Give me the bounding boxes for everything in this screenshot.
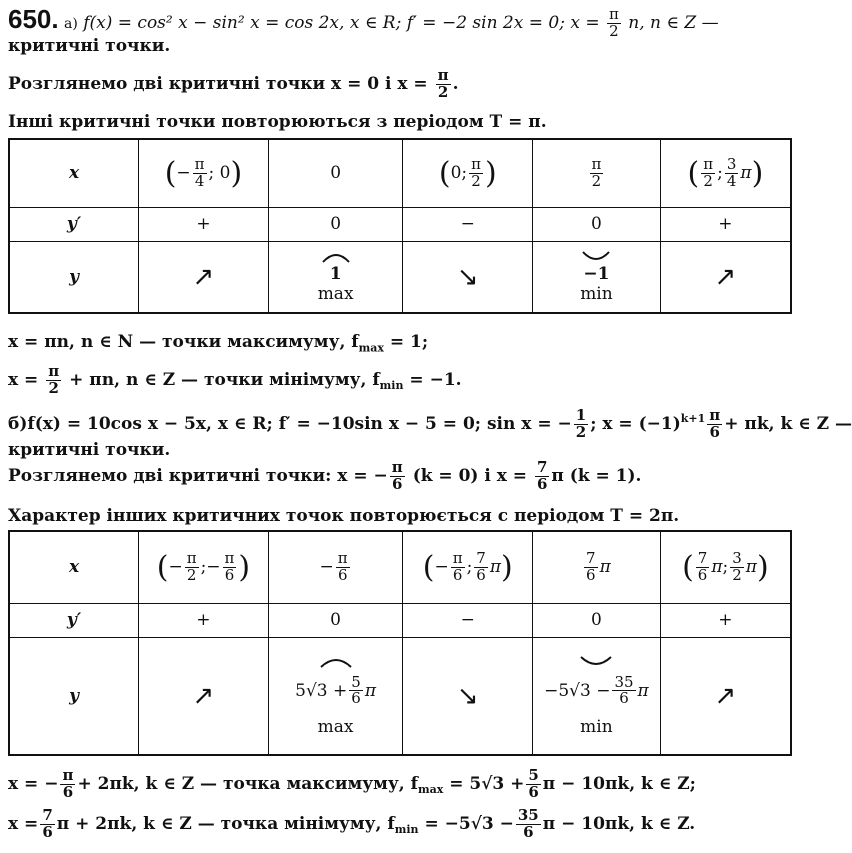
table-b-x-point-2: $\frac{7}{6}$ π	[533, 531, 661, 603]
problem-a-line1	[8, 4, 719, 40]
part-a-max: x = πn, n ∈ N — точки максимуму, $f_{max} = 1$;	[8, 332, 429, 355]
table-b-dy-header: y′	[9, 603, 139, 637]
table-b-x-interval-2: (− $\frac{\pi}{6}$ ; $\frac{7}{6}$ π)	[403, 531, 533, 603]
table-b-y-increase-2	[660, 637, 791, 755]
table-b-x-header: x	[9, 531, 139, 603]
table-b-y-header: y	[9, 637, 139, 755]
table-a-sign-3: −	[403, 207, 533, 241]
table-a-x-point-0: 0	[268, 139, 403, 207]
part-a-min: x = $\frac{\pi}{2}$ + πn, n ∈ Z — точки мінімуму, $f_{min} = -1$.	[8, 362, 462, 397]
table-b-sign-3: −	[403, 603, 533, 637]
table-b-y-increase-1	[139, 637, 269, 755]
table-a-dy-header: y′	[9, 207, 139, 241]
min-arc-icon	[581, 250, 611, 264]
increase-arrow-icon: ↗	[714, 261, 737, 292]
table-a-y-min: −1 min	[533, 241, 661, 313]
part-b-min: x = $\frac{7}{6}$ π + 2πk, k ∈ Z — точка мінімуму, $f_{min} = -5√3$ − $\frac{35}{6}$ π − 10πk, k ∈ Z.	[8, 806, 696, 841]
part-a-consider: Розглянемо дві критичні точки x = 0 і x = $\frac{\pi}{2}$ .	[8, 66, 459, 101]
table-a-y-increase-1	[139, 241, 269, 313]
part-a-label: а)	[64, 16, 78, 32]
increase-arrow-icon: ↗	[192, 680, 215, 711]
part-b-line1: б)f(x) = 10cos x − 5x, x ∈ R; f′ = −10sin x − 5 = 0; sin x = − $\frac{1}{2}$ ; $x = (-1)^{k+1}$ $\frac{\pi}{6}$ + πk, k ∈ Z —	[8, 406, 852, 441]
table-b-x-interval-3: ( $\frac{7}{6}$ π; $\frac{3}{2}$ π)	[660, 531, 791, 603]
table-b-x-interval-1: (− $\frac{\pi}{2}$ ;− $\frac{\pi}{6}$ )	[139, 531, 269, 603]
increase-arrow-icon: ↗	[714, 680, 737, 711]
table-b-y-min: −5√3 − $\frac{35}{6}$ π min	[533, 637, 661, 755]
table-b-sign-5: +	[660, 603, 791, 637]
table-b-sign-4: 0	[533, 603, 661, 637]
table-a-y-header: y	[9, 241, 139, 313]
table-a-x-interval-1: (− $\frac{\pi}{4}$ ; 0)	[139, 139, 269, 207]
decrease-arrow-icon: ↘	[456, 680, 479, 711]
decrease-arrow-icon: ↘	[456, 261, 479, 292]
problem-number: 650.	[8, 4, 59, 34]
table-b-y-max: 5√3 + $\frac{5}{6}$ π max	[268, 637, 403, 755]
min-arc-icon	[579, 655, 613, 669]
max-arc-icon	[321, 250, 351, 264]
part-a-equation: f(x) = cos² x − sin² x = cos 2x, x ∈ R; f′ = −2 sin 2x = 0;	[83, 13, 565, 33]
table-b-sign-2: 0	[268, 603, 403, 637]
table-a-y-max: 1 max	[268, 241, 403, 313]
table-a-y-increase-2	[660, 241, 791, 313]
part-a-x: x =	[570, 13, 600, 33]
table-a-sign-4: 0	[533, 207, 661, 241]
table-a-y-decrease	[403, 241, 533, 313]
table-a-sign-2: 0	[268, 207, 403, 241]
fraction-pi-2: $\frac{\pi}{2}$	[437, 66, 449, 101]
table-a-x-point-pi2: $\frac{\pi}{2}$	[533, 139, 661, 207]
max-arc-icon	[319, 655, 353, 669]
table-a-sign-1: +	[139, 207, 269, 241]
part-b-consider: Розглянемо дві критичні точки: x = − $\frac{\pi}{6}$ (k = 0) і x = $\frac{7}{6}$ π (k = 1).	[8, 458, 642, 493]
part-a-critical: критичні точки.	[8, 36, 171, 56]
table-a-x-interval-3: ( $\frac{\pi}{2}$ ; $\frac{3}{4}$ π)	[660, 139, 791, 207]
part-b-max: x = − $\frac{\pi}{6}$ + 2πk, k ∈ Z — точка максимуму, $f_{max} = 5√3$ + $\frac{5}{6}$ π − 10πk, k ∈ Z;	[8, 766, 696, 801]
table-a-sign-5: +	[660, 207, 791, 241]
part-b-repeat: Характер інших критичних точок повторюється с періодом T = 2π.	[8, 506, 680, 526]
table-a	[8, 138, 792, 314]
table-b-sign-1: +	[139, 603, 269, 637]
part-a-tail: n, n ∈ Z —	[628, 13, 719, 33]
fraction-pi-2: $\frac{\pi}{2}$	[608, 5, 619, 40]
table-b-x-point-1: − $\frac{\pi}{6}$	[268, 531, 403, 603]
part-a-repeat: Інші критичні точки повторюються з періодом T = π.	[8, 112, 547, 132]
table-b-y-decrease	[403, 637, 533, 755]
increase-arrow-icon: ↗	[192, 261, 215, 292]
table-b	[8, 530, 792, 756]
part-b-critical: критичні точки.	[8, 440, 171, 460]
table-a-x-interval-2: (0; $\frac{\pi}{2}$ )	[403, 139, 533, 207]
table-a-x-header: x	[9, 139, 139, 207]
